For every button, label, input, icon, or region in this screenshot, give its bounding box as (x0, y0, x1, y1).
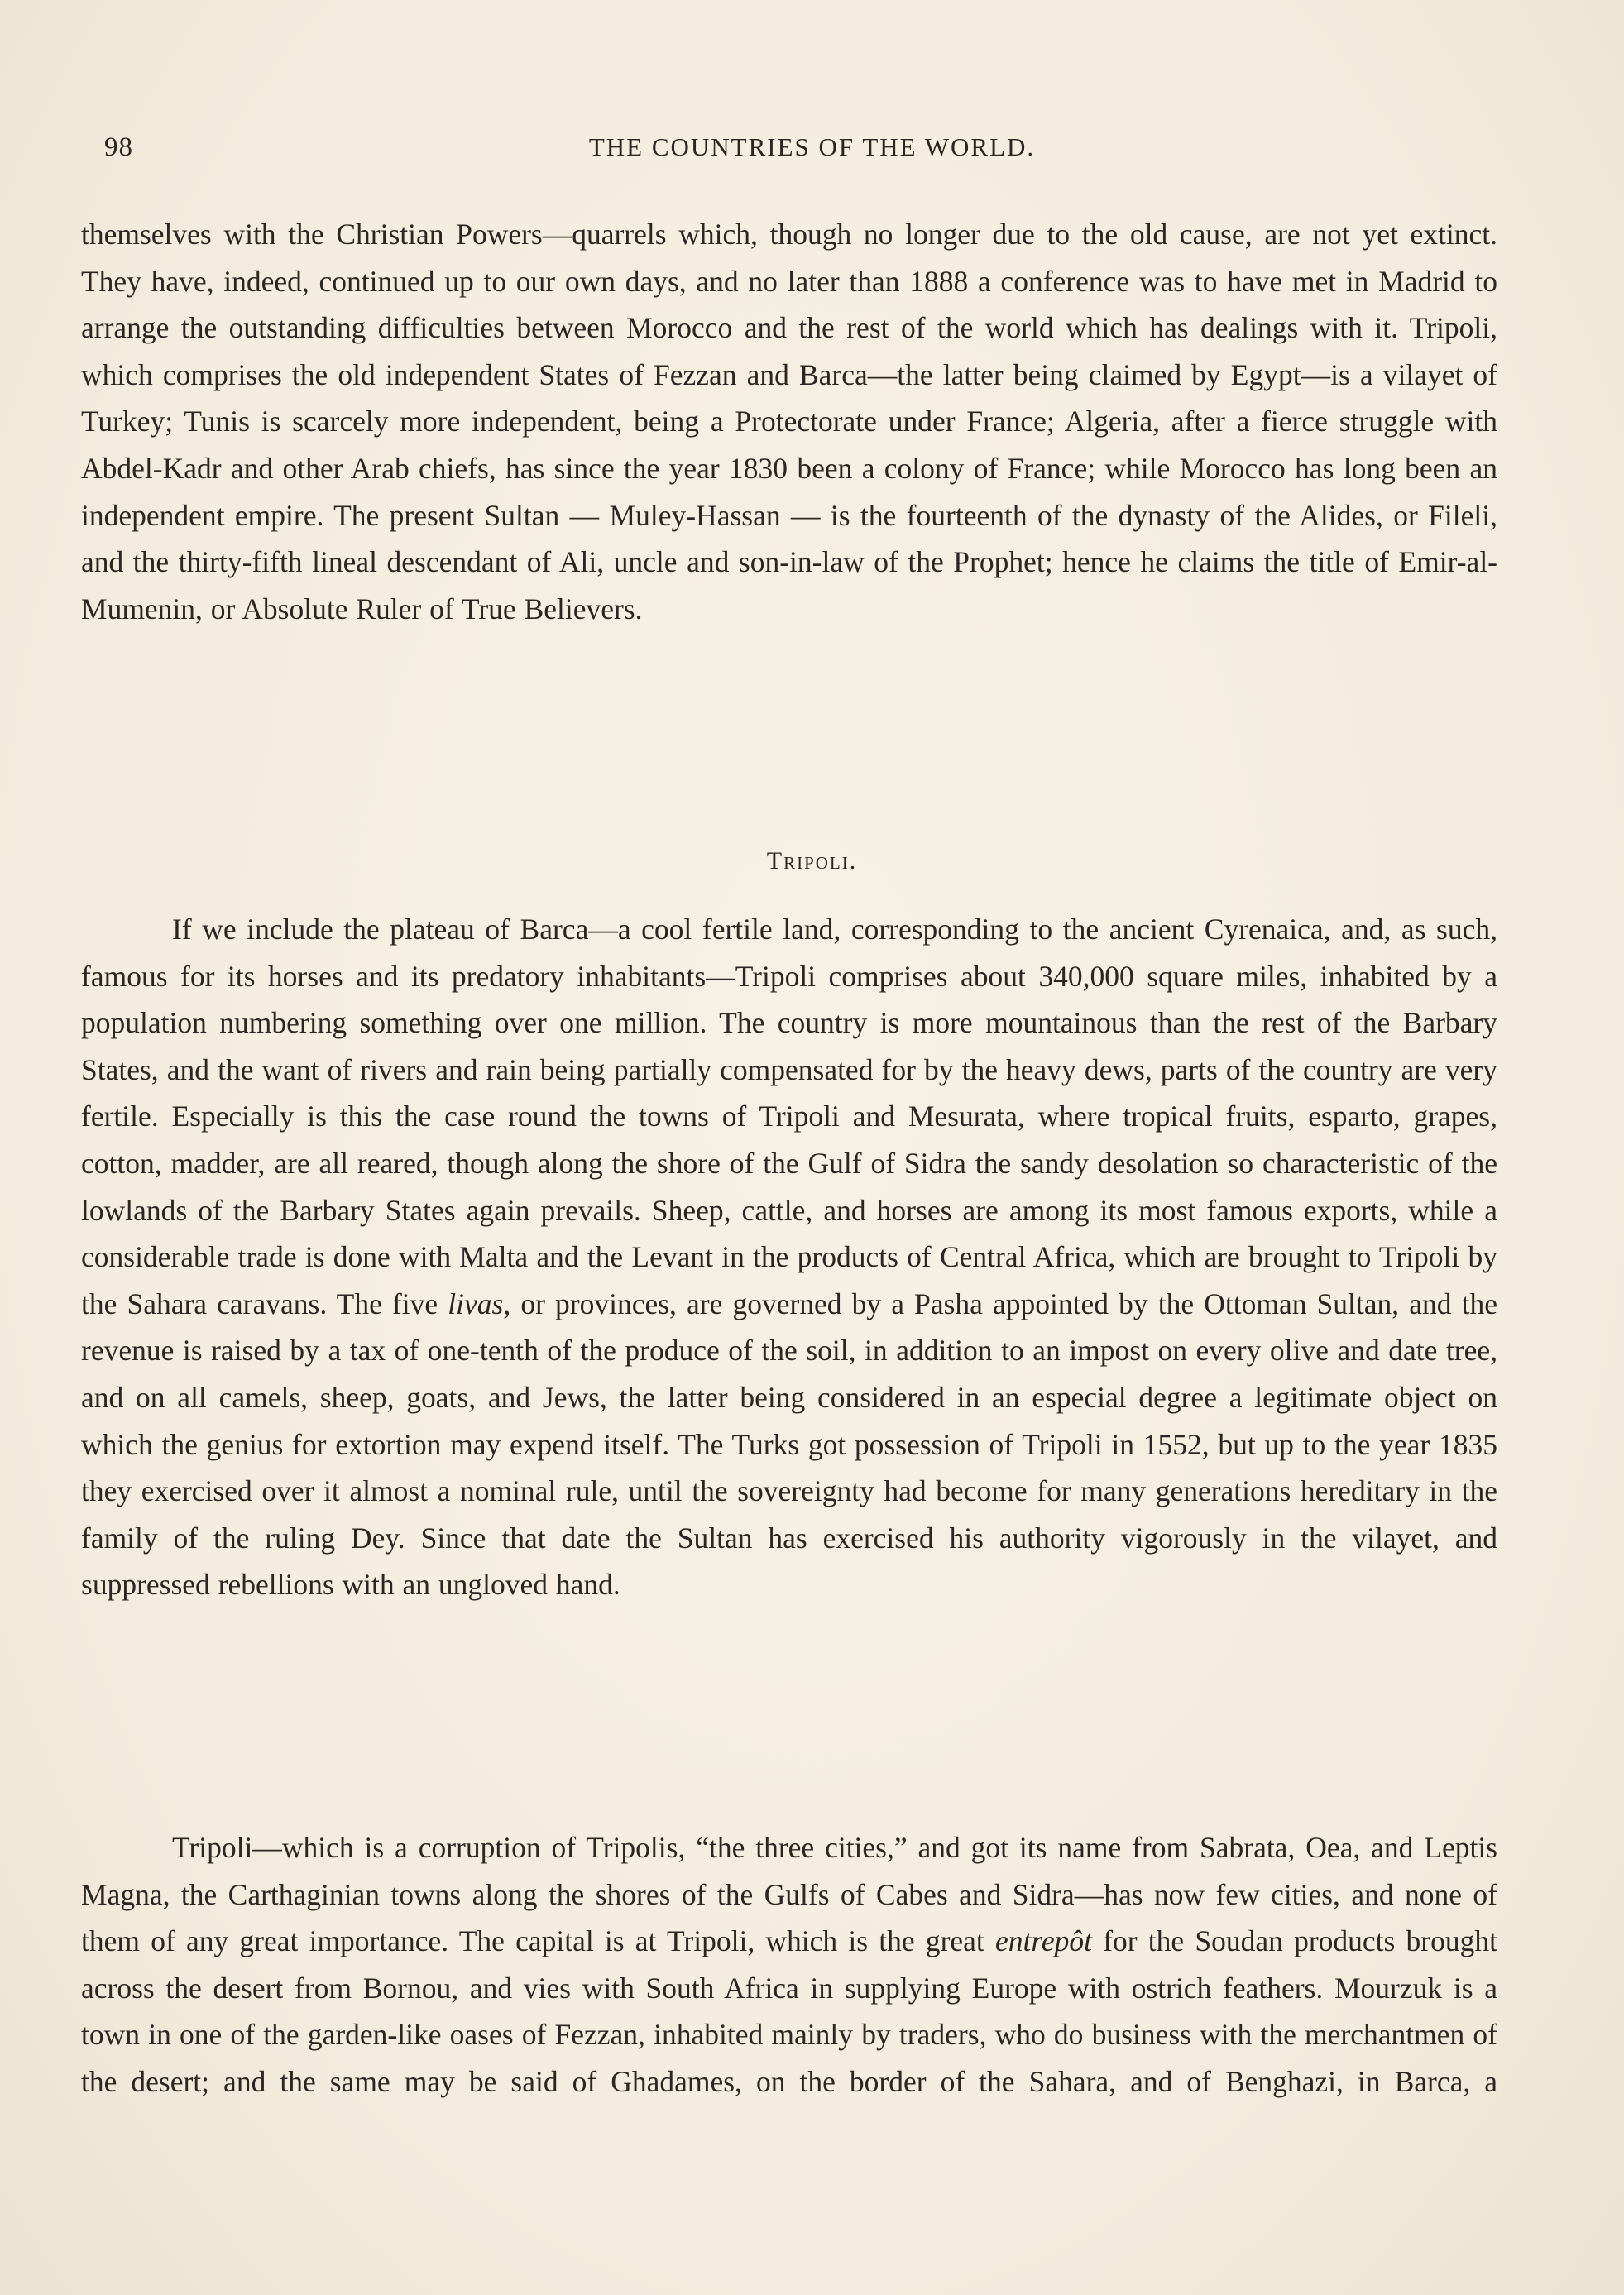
tripoli-paragraph-1-block (81, 906, 1497, 1608)
tripoli-p2-text-b: for the Soudan products brought across the desert from Bornou, and vies with South Africa in supplying Europe with ostrich feathers. Mourzuk is a town in one of the garden-like oases of Fezzan, inhabited mainly by traders, who do business with the merchantmen of the desert; and the same may be said of Ghadames, on the border of the Sahara, and of Benghazi, in Barca, a (81, 1924, 1497, 2098)
tripoli-paragraph-1 (81, 906, 1497, 1608)
page-number: 98 (104, 132, 133, 162)
tripoli-p2-italic-entrepot: entrepôt (995, 1924, 1092, 1958)
tripoli-p1-italic-livas: livas, (448, 1286, 511, 1320)
tripoli-p1-text-a: If we include the plateau of Barca—a cool fertile land, corresponding to the ancient Cyrenaica, and, as such, famous for its horses and its predatory inhabitants—Tripoli comprises about 340,000 square miles, inhabited by a population numbering something over one million. The country is more mountainous than the rest of the Barbary States, and the want of rivers and rain being partially compensated for by the heavy dews, parts of the country are very fertile. Especially is this the case round the towns of Tripoli and Mesurata, where tropical fruits, esparto, grapes, cotton, madder, are all reared, though along the shore of the Gulf of Sidra the sandy desolation so characteristic of the lowlands of the Barbary States again prevails. Sheep, cattle, and horses are among its most famous exports, while a considerable trade is done with Malta and the Levant in the products of Central Africa, which are brought to Tripoli by the Sahara caravans. The five (81, 913, 1497, 1320)
opening-paragraph-block (81, 211, 1497, 632)
opening-paragraph: themselves with the Christian Powers—quarrels which, though no longer due to the old cause, are not yet extinct. They have, indeed, continued up to our own days, and no later than 1888 a conference was to have met in Madrid to arrange the outstanding difficulties between Morocco and the rest of the world which has dealings with it. Tripoli, which comprises the old independent States of Fezzan and Barca—the latter being claimed by Egypt—is a vilayet of Turkey; Tunis is scarcely more independent, being a Protectorate under France; Algeria, after a fierce struggle with Abdel-Kadr and other Arab chiefs, has since the year 1830 been a colony of France; while Morocco has long been an independent empire. The present Sultan — Muley-Hassan — is the fourteenth of the dynasty of the Alides, or Fileli, and the thirty-fifth lineal descendant of Ali, uncle and son-in-law of the Prophet; hence he claims the title of Emir-al-Mumenin, or Absolute Ruler of True Believers. (81, 218, 1497, 625)
tripoli-paragraph-2-block (81, 1824, 1497, 2106)
tripoli-paragraph-2 (81, 1824, 1497, 2106)
section-heading-tripoli: Tripoli. (766, 847, 858, 874)
running-title: THE COUNTRIES OF THE WORLD. (588, 132, 1036, 161)
tripoli-p1-text-b: or provinces, are governed by a Pasha appointed by the Ottoman Sultan, and the revenue is raised by a tax of one-tenth of the produce of the soil, in addition to an impost on every olive and date tree, and on all camels, sheep, goats, and Jews, the latter being considered in an especial degree a legitimate object on which the genius for extortion may expend itself. The Turks got possession of Tripoli in 1552, but up to the year 1835 they exercised over it almost a nominal rule, until the sovereignty had become for many generations hereditary in the family of the ruling Dey. Since that date the Sultan has exercised his authority vigorously in the vilayet, and suppressed rebellions with an ungloved hand. (81, 1286, 1498, 1602)
tripoli-p2-text-a: Tripoli—which is a corruption of Tripolis, “the three cities,” and got its name from Sabrata, Oea, and Leptis Magna, the Carthaginian towns along the shores of the Gulfs of Cabes and Sidra—has now few cities, and none of them of any great importance. The capital is at Tripoli, which is the great (81, 1831, 1497, 1958)
page-header (0, 132, 1624, 169)
